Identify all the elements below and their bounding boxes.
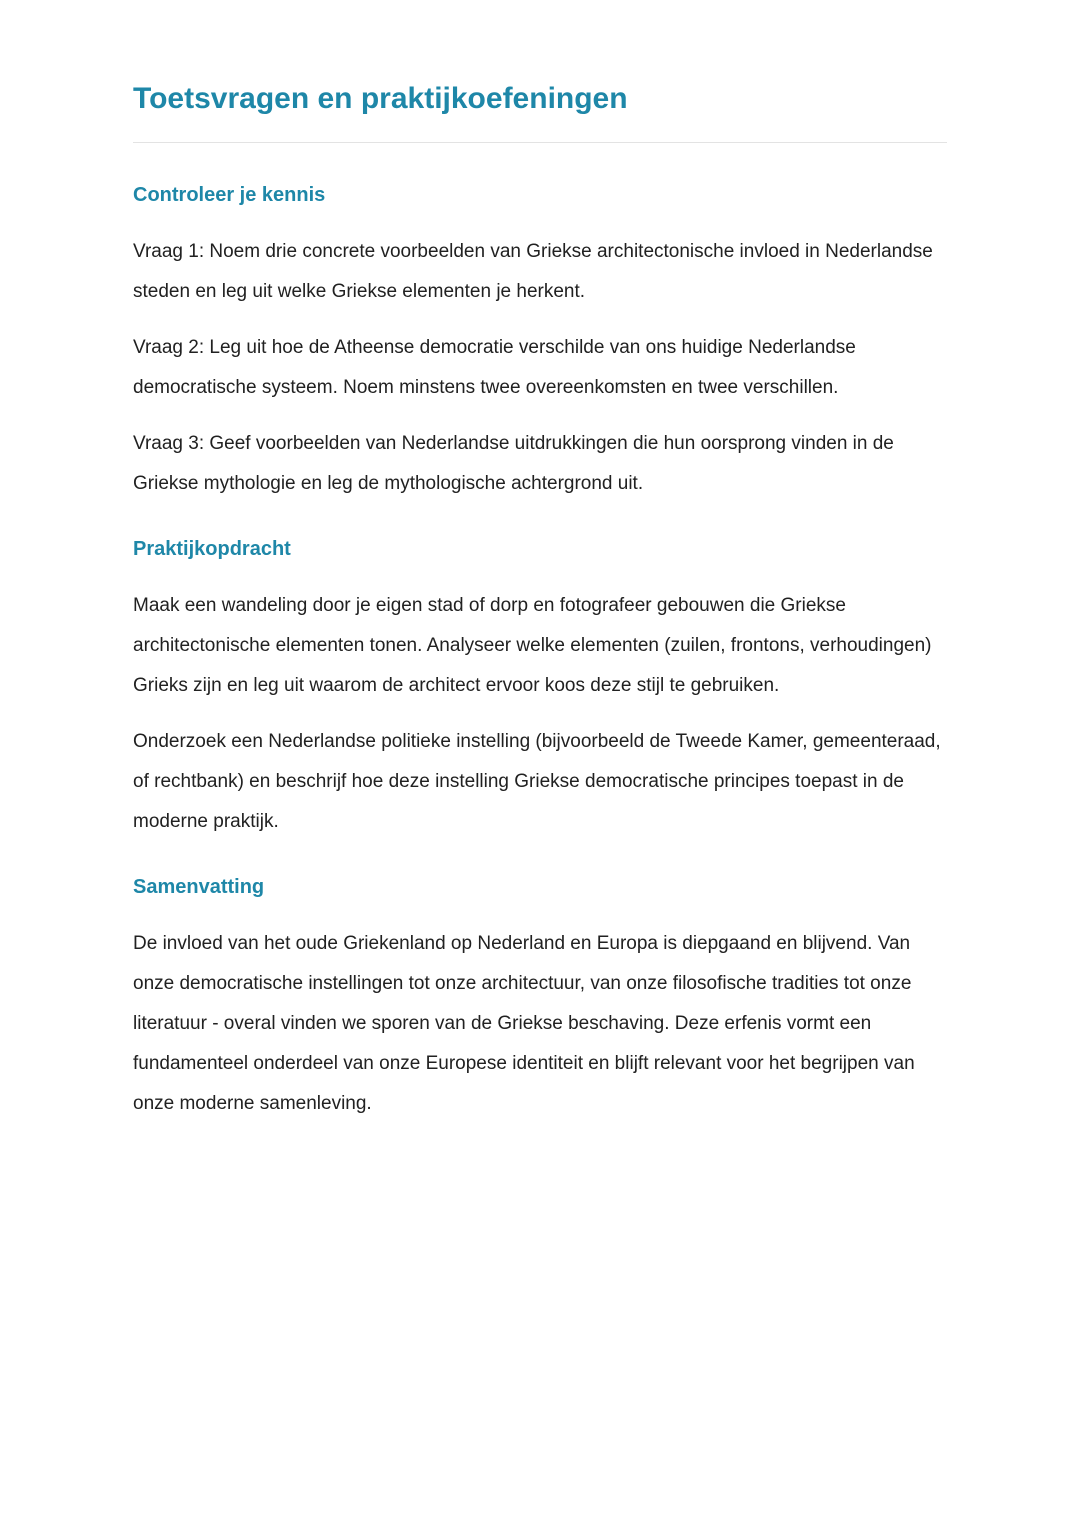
paragraph-vraag-2: Vraag 2: Leg uit hoe de Atheense democratie verschilde van ons huidige Nederlandse democratische systeem. Noem minstens twee overeenkomsten en twee verschillen.: [133, 337, 856, 398]
page-title: Toetsvragen en praktijkoefeningen: [133, 82, 628, 115]
paragraph-praktijk-2: Onderzoek een Nederlandse politieke instelling (bijvoorbeeld de Tweede Kamer, gemeenteraad, of rechtbank) en beschrijf hoe deze instelling Griekse democratische principes toepast in de moderne praktijk.: [133, 731, 941, 832]
section-heading: Controleer je kennis: [133, 184, 326, 206]
title-divider: [133, 142, 947, 143]
section-praktijkopdracht: [133, 536, 947, 842]
paragraph-praktijk-1: Maak een wandeling door je eigen stad of dorp en fotografeer gebouwen die Griekse architectonische elementen tonen. Analyseer welke elementen (zuilen, frontons, verhoudingen) Grieks zijn en leg uit waarom de architect ervoor koos deze stijl te gebruiken.: [133, 595, 932, 696]
paragraph-samenvatting: De invloed van het oude Griekenland op Nederland en Europa is diepgaand en blijvend. Van onze democratische instellingen tot onze architectuur, van onze filosofische tradities tot onze literatuur - overal vinden we sporen van de Griekse beschaving. Deze erfenis vormt een fundamenteel onderdeel van onze Europese identiteit en blijft relevant voor het begrijpen van onze moderne samenleving.: [133, 933, 915, 1114]
section-controleer-je-kennis: [133, 182, 947, 504]
section-samenvatting: [133, 874, 947, 1124]
section-heading: Praktijkopdracht: [133, 538, 291, 560]
paragraph-vraag-3: Vraag 3: Geef voorbeelden van Nederlandse uitdrukkingen die hun oorsprong vinden in de Griekse mythologie en leg de mythologische achtergrond uit.: [133, 433, 894, 494]
paragraph-vraag-1: Vraag 1: Noem drie concrete voorbeelden van Griekse architectonische invloed in Nederlandse steden en leg uit welke Griekse elementen je herkent.: [133, 241, 933, 302]
section-heading: Samenvatting: [133, 876, 265, 898]
